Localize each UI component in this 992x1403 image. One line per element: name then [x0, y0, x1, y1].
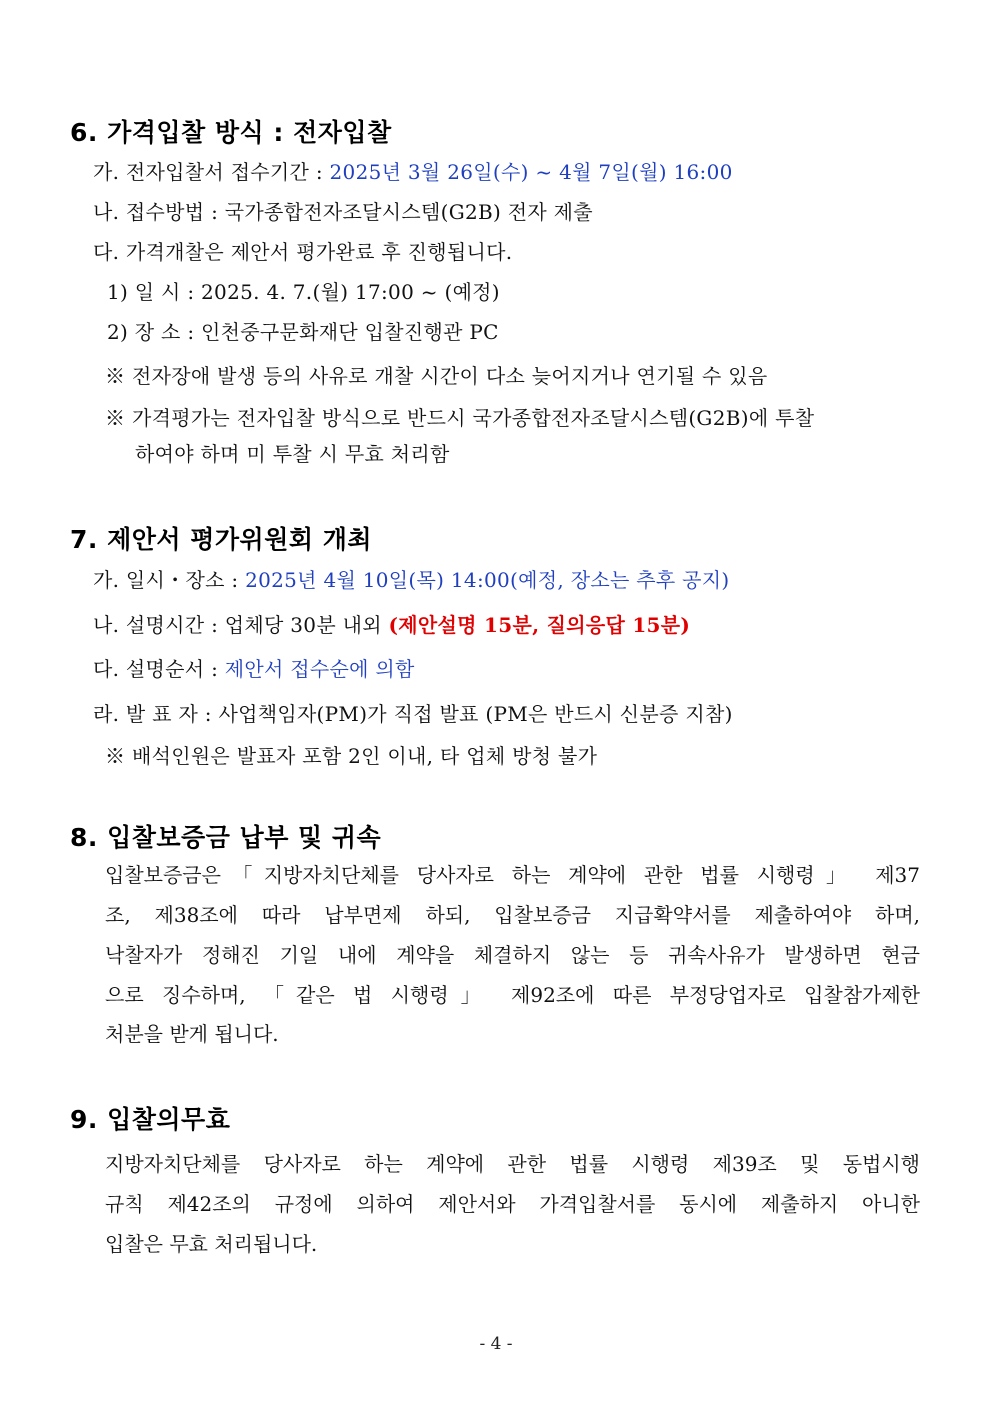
- s7-note: ※ 배석인원은 발표자 포함 2인 이내, 타 업체 방청 불가: [105, 744, 598, 768]
- s7-item-b-label: 나. 설명시간 : 업체당 30분 내외: [93, 613, 389, 637]
- s6-note-1: ※ 전자장애 발생 등의 사유로 개찰 시간이 다소 늦어지거나 연기될 수 있음: [105, 364, 768, 388]
- s6-item-a: [93, 159, 733, 185]
- s7-item-a-value: 2025년 4월 10일(목) 14:00(예정, 장소는 추후 공지): [245, 568, 730, 592]
- s7-item-c-value: 제안서 접수순에 의함: [224, 657, 415, 681]
- section-9-heading: 9. 입찰의무효: [70, 1105, 231, 1134]
- s9-paragraph-line: 규칙 제42조의 규정에 의하여 제안서와 가격입찰서를 동시에 제출하지 아니한: [105, 1192, 920, 1216]
- s6-item-c: 다. 가격개찰은 제안서 평가완료 후 진행됩니다.: [93, 240, 513, 264]
- s6-item-c1: 1) 일 시 : 2025. 4. 7.(월) 17:00 ~ (예정): [107, 280, 500, 304]
- s6-item-c2: 2) 장 소 : 인천중구문화재단 입찰진행관 PC: [107, 320, 499, 344]
- section-6-heading: 6. 가격입찰 방식 : 전자입찰: [70, 118, 392, 147]
- s7-item-c-label: 다. 설명순서 :: [93, 657, 225, 681]
- s6-note-2-cont: 하여야 하며 미 투찰 시 무효 처리함: [135, 442, 450, 466]
- s7-item-d: 라. 발 표 자 : 사업책임자(PM)가 직접 발표 (PM은 반드시 신분증 지참): [93, 702, 733, 726]
- s6-note-2: ※ 가격평가는 전자입찰 방식으로 반드시 국가종합전자조달시스템(G2B)에 투찰: [105, 406, 815, 430]
- s6-item-a-value: 2025년 3월 26일(수) ~ 4월 7일(월) 16:00: [329, 160, 733, 184]
- s6-item-a-label: 가. 전자입찰서 접수기간 :: [93, 160, 330, 184]
- s8-paragraph-line: 조, 제38조에 따라 납부면제 하되, 입찰보증금 지급확약서를 제출하여야 하며,: [105, 903, 920, 927]
- s6-item-b: 나. 접수방법 : 국가종합전자조달시스템(G2B) 전자 제출: [93, 200, 593, 224]
- s9-paragraph-line: 지방자치단체를 당사자로 하는 계약에 관한 법률 시행령 제39조 및 동법시행: [105, 1152, 920, 1176]
- section-7-heading: 7. 제안서 평가위원회 개최: [70, 525, 373, 554]
- s7-item-a: [93, 567, 729, 593]
- s7-item-b: [93, 612, 690, 638]
- s8-paragraph-line: 낙찰자가 정해진 기일 내에 계약을 체결하지 않는 등 귀속사유가 발생하면 현금: [105, 943, 920, 967]
- page-number: - 4 -: [479, 1334, 513, 1354]
- s8-paragraph-line: 처분을 받게 됩니다.: [105, 1022, 279, 1046]
- s8-paragraph-line: 으로 징수하며, 「같은 법 시행령」 제92조에 따른 부정당업자로 입찰참가제한: [105, 983, 920, 1007]
- section-8-heading: 8. 입찰보증금 납부 및 귀속: [70, 823, 382, 852]
- s7-item-a-label: 가. 일시・장소 :: [93, 568, 246, 592]
- s7-item-c: [93, 656, 415, 682]
- s7-item-b-value: (제안설명 15분, 질의응답 15분): [388, 613, 691, 637]
- s9-paragraph-line: 입찰은 무효 처리됩니다.: [105, 1232, 318, 1256]
- s8-paragraph-line: 입찰보증금은「지방자치단체를 당사자로 하는 계약에 관한 법률 시행령」 제37: [105, 863, 920, 887]
